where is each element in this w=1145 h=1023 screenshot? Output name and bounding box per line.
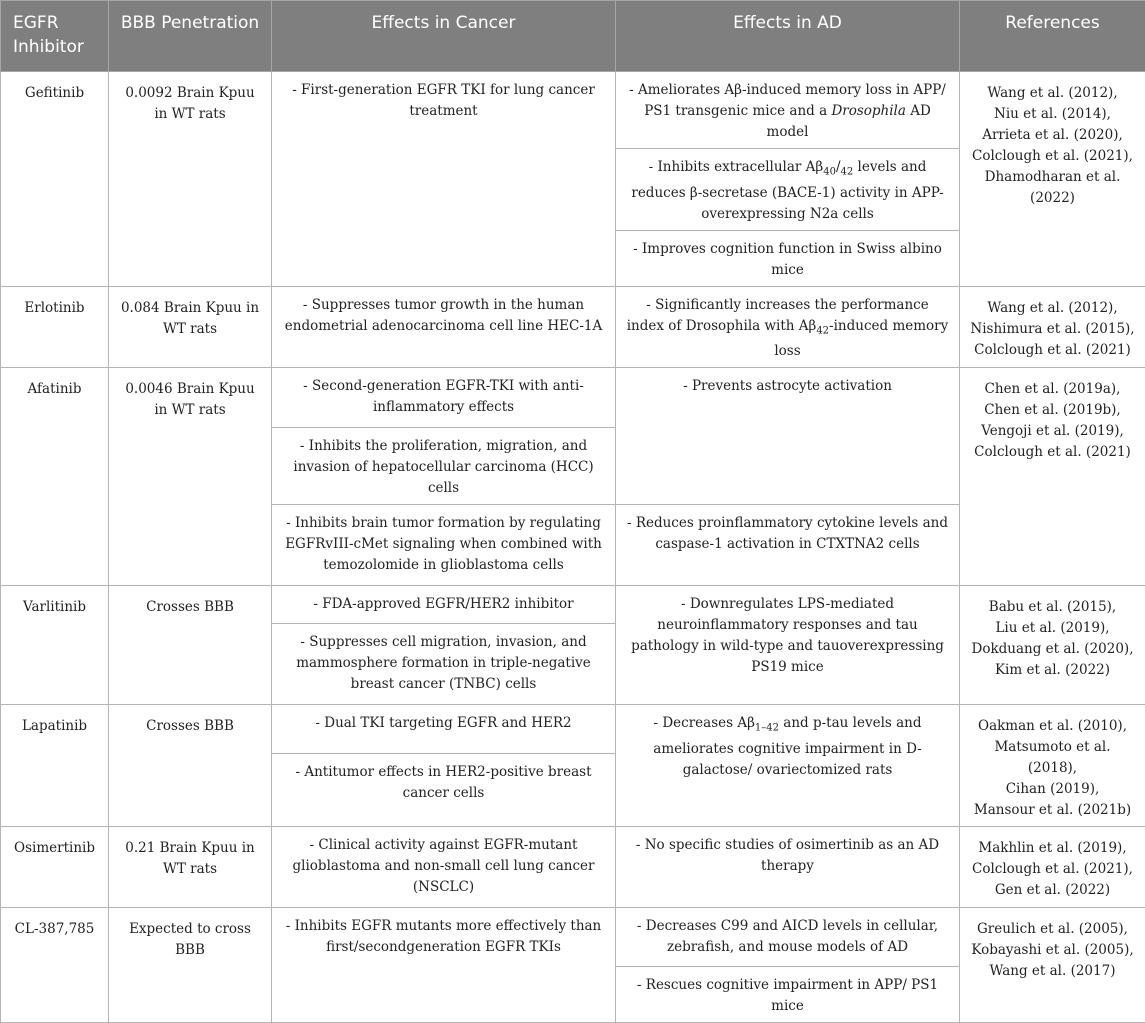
cancer-effect: - Inhibits brain tumor formation by regulating EGFRvIII-cMet signaling when combined with temozolomide in glioblastoma cells	[272, 505, 616, 586]
drug-name: CL-387,785	[1, 908, 109, 1023]
bbb-penetration: 0.0092 Brain Kpuu in WT rats	[109, 72, 272, 287]
ad-effect: - Downregulates LPS-mediated neuroinflammatory responses and tau pathology in wild-type and tauoverexpressing PS19 mice	[616, 586, 960, 705]
references-cell	[960, 586, 1145, 705]
cancer-effect: - Suppresses cell migration, invasion, and mammosphere formation in triple-negative breast cancer (TNBC) cells	[272, 624, 616, 705]
ad-effect: - No specific studies of osimertinib as an AD therapy	[616, 827, 960, 908]
cancer-effect: - FDA-approved EGFR/HER2 inhibitor	[272, 586, 616, 624]
bbb-penetration: 0.21 Brain Kpuu in WT rats	[109, 827, 272, 908]
reference: Chen et al. (2019a),	[970, 379, 1135, 400]
references-cell	[960, 827, 1145, 908]
reference: Babu et al. (2015),	[970, 597, 1135, 618]
cancer-effect: - Second-generation EGFR-TKI with anti-inflammatory effects	[272, 368, 616, 428]
reference: Vengoji et al. (2019),	[970, 421, 1135, 442]
reference: Nishimura et al. (2015),	[970, 319, 1135, 340]
reference: Wang et al. (2012),	[970, 83, 1135, 104]
reference: Kobayashi et al. (2005),	[970, 940, 1135, 961]
reference: Wang et al. (2017)	[970, 961, 1135, 982]
drug-name: Erlotinib	[1, 286, 109, 368]
table-row	[1, 286, 1145, 368]
reference: Makhlin et al. (2019),	[970, 838, 1135, 859]
ad-effect	[616, 705, 960, 827]
references-cell	[960, 72, 1145, 287]
drug-name: Lapatinib	[1, 705, 109, 827]
drug-name: Gefitinib	[1, 72, 109, 287]
ad-effect-text: - Inhibits extracellular $A\beta_{40}/_{42}$ levels and reduces β-secretase (BACE-1) activity in APP-overexpressing N2a cells	[631, 159, 943, 222]
ad-effect-text: - Ameliorates Aβ-induced memory loss in APP/ PS1 transgenic mice and a Drosophila AD model	[629, 82, 946, 140]
reference: Chen et al. (2019b),	[970, 400, 1135, 421]
reference: Greulich et al. (2005),	[970, 919, 1135, 940]
table-row	[1, 586, 1145, 624]
reference: Kim et al. (2022)	[970, 660, 1135, 681]
reference: Mansour et al. (2021b)	[970, 800, 1135, 821]
ad-effect: - Decreases C99 and AICD levels in cellular, zebrafish, and mouse models of AD	[616, 908, 960, 967]
bbb-penetration: 0.084 Brain Kpuu in WT rats	[109, 286, 272, 368]
bbb-penetration: 0.0046 Brain Kpuu in WT rats	[109, 368, 272, 586]
references-cell	[960, 705, 1145, 827]
drug-name: Afatinib	[1, 368, 109, 586]
ad-effect: - Prevents astrocyte activation	[616, 368, 960, 505]
header-effects-ad: Effects in AD	[616, 1, 960, 72]
drug-name: Varlitinib	[1, 586, 109, 705]
cancer-effect: - Suppresses tumor growth in the human endometrial adenocarcinoma cell line HEC-1A	[272, 286, 616, 368]
reference: Colclough et al. (2021)	[970, 442, 1135, 463]
reference: Gen et al. (2022)	[970, 880, 1135, 901]
table-row	[1, 72, 1145, 149]
references-cell	[960, 908, 1145, 1023]
reference: Colclough et al. (2021),	[970, 146, 1135, 167]
header-bbb-penetration: BBB Penetration	[109, 1, 272, 72]
bbb-penetration: Crosses BBB	[109, 586, 272, 705]
ad-effect: - Rescues cognitive impairment in APP/ PS1 mice	[616, 967, 960, 1023]
reference: Matsumoto et al. (2018),	[970, 737, 1135, 779]
bbb-penetration: Expected to cross BBB	[109, 908, 272, 1023]
cancer-effect: - First-generation EGFR TKI for lung cancer treatment	[272, 72, 616, 287]
bbb-penetration: Crosses BBB	[109, 705, 272, 827]
cancer-effect: - Inhibits EGFR mutants more effectively than first/secondgeneration EGFR TKIs	[272, 908, 616, 1023]
ad-effect: - Improves cognition function in Swiss albino mice	[616, 230, 960, 286]
cancer-effect: - Inhibits the proliferation, migration, and invasion of hepatocellular carcinoma (HCC) cells	[272, 428, 616, 505]
table-row	[1, 908, 1145, 967]
reference: Colclough et al. (2021)	[970, 340, 1135, 361]
ad-effect	[616, 149, 960, 231]
reference: Arrieta et al. (2020),	[970, 125, 1135, 146]
table-row	[1, 368, 1145, 428]
header-references: References	[960, 1, 1145, 72]
ad-effect	[616, 72, 960, 149]
references-cell	[960, 286, 1145, 368]
header-effects-cancer: Effects in Cancer	[272, 1, 616, 72]
reference: Dokduang et al. (2020),	[970, 639, 1135, 660]
reference: Oakman et al. (2010),	[970, 716, 1135, 737]
ad-effect	[616, 286, 960, 368]
reference: Wang et al. (2012),	[970, 298, 1135, 319]
ad-effect-text: - Decreases $A\beta_{1-42}$ and p-tau levels and ameliorates cognitive impairment in D-galactose/ ovariectomized rats	[653, 715, 921, 778]
ad-effect-text: - Significantly increases the performance index of Drosophila with $A\beta_{42}$-induced memory loss	[627, 297, 949, 360]
reference: Cihan (2019),	[970, 779, 1135, 800]
reference: Niu et al. (2014),	[970, 104, 1135, 125]
references-cell	[960, 368, 1145, 586]
header-egfr-inhibitor: EGFR Inhibitor	[1, 1, 109, 72]
cancer-effect: - Antitumor effects in HER2-positive breast cancer cells	[272, 753, 616, 827]
cancer-effect: - Clinical activity against EGFR-mutant glioblastoma and non-small cell lung cancer (NSCLC)	[272, 827, 616, 908]
reference: Dhamodharan et al. (2022)	[970, 167, 1135, 209]
drug-name: Osimertinib	[1, 827, 109, 908]
ad-effect: - Reduces proinflammatory cytokine levels and caspase-1 activation in CTXTNA2 cells	[616, 505, 960, 586]
table-row	[1, 827, 1145, 908]
header-row	[1, 1, 1145, 72]
reference: Colclough et al. (2021),	[970, 859, 1135, 880]
table-row	[1, 705, 1145, 753]
cancer-effect: - Dual TKI targeting EGFR and HER2	[272, 705, 616, 753]
reference: Liu et al. (2019),	[970, 618, 1135, 639]
